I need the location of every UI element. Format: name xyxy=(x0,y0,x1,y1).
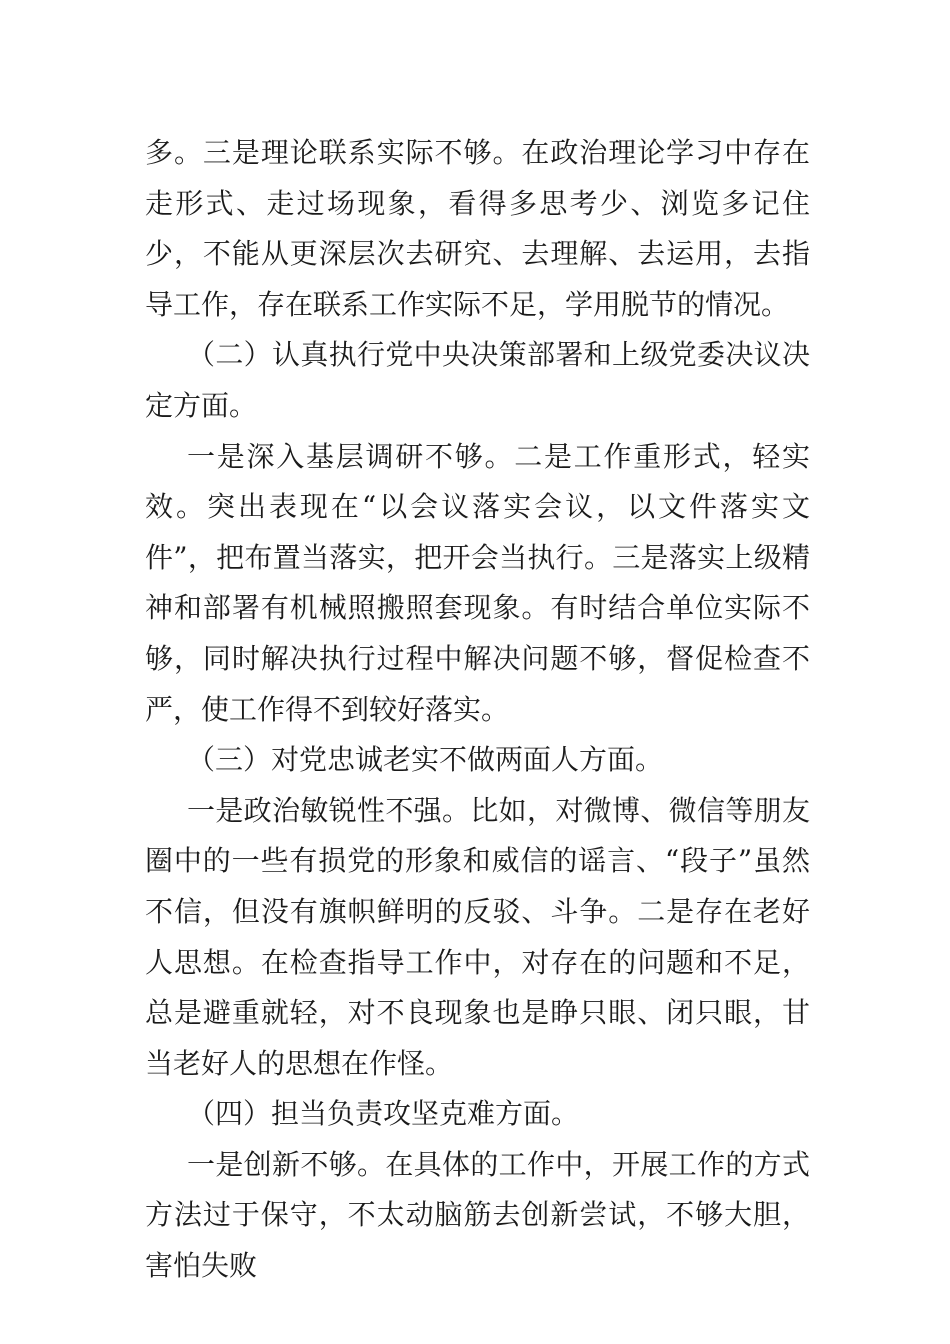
paragraph-section-4: 一是创新不够。在具体的工作中，开展工作的方式方法过于保守，不太动脑筋去创新尝试，不够大胆，害怕失败 xyxy=(145,1147,810,1283)
section-heading-2: （二）认真执行党中央决策部署和上级党委决议决定方面。 xyxy=(145,338,810,422)
section-heading-4: （四）担当负责攻坚克难方面。 xyxy=(187,1097,580,1131)
document-body xyxy=(145,128,810,1292)
section-heading-3: （三）对党忠诚老实不做两面人方面。 xyxy=(187,743,664,777)
paragraph-section-3: 一是政治敏锐性不强。比如，对微博、微信等朋友圈中的一些有损党的形象和威信的谣言、“段子”虽然不信，但没有旗帜鲜明的反驳、斗争。二是存在老好人思想。在检查指导工作中，对存在的问题和不足，总是避重就轻，对不良现象也是睁只眼、闭只眼，甘当老好人的思想在作怪。 xyxy=(145,793,810,1080)
paragraph-continuation: 多。三是理论联系实际不够。在政治理论学习中存在走形式、走过场现象，看得多思考少、浏览多记住少，不能从更深层次去研究、去理解、去运用，去指导工作，存在联系工作实际不足，学用脱节的情况。 xyxy=(145,136,810,321)
paragraph-section-2: 一是深入基层调研不够。二是工作重形式，轻实效。突出表现在“以会议落实会议，以文件落实文件”，把布置当落实，把开会当执行。三是落实上级精神和部署有机械照搬照套现象。有时结合单位实际不够，同时解决执行过程中解决问题不够，督促检查不严，使工作得不到较好落实。 xyxy=(145,439,810,726)
